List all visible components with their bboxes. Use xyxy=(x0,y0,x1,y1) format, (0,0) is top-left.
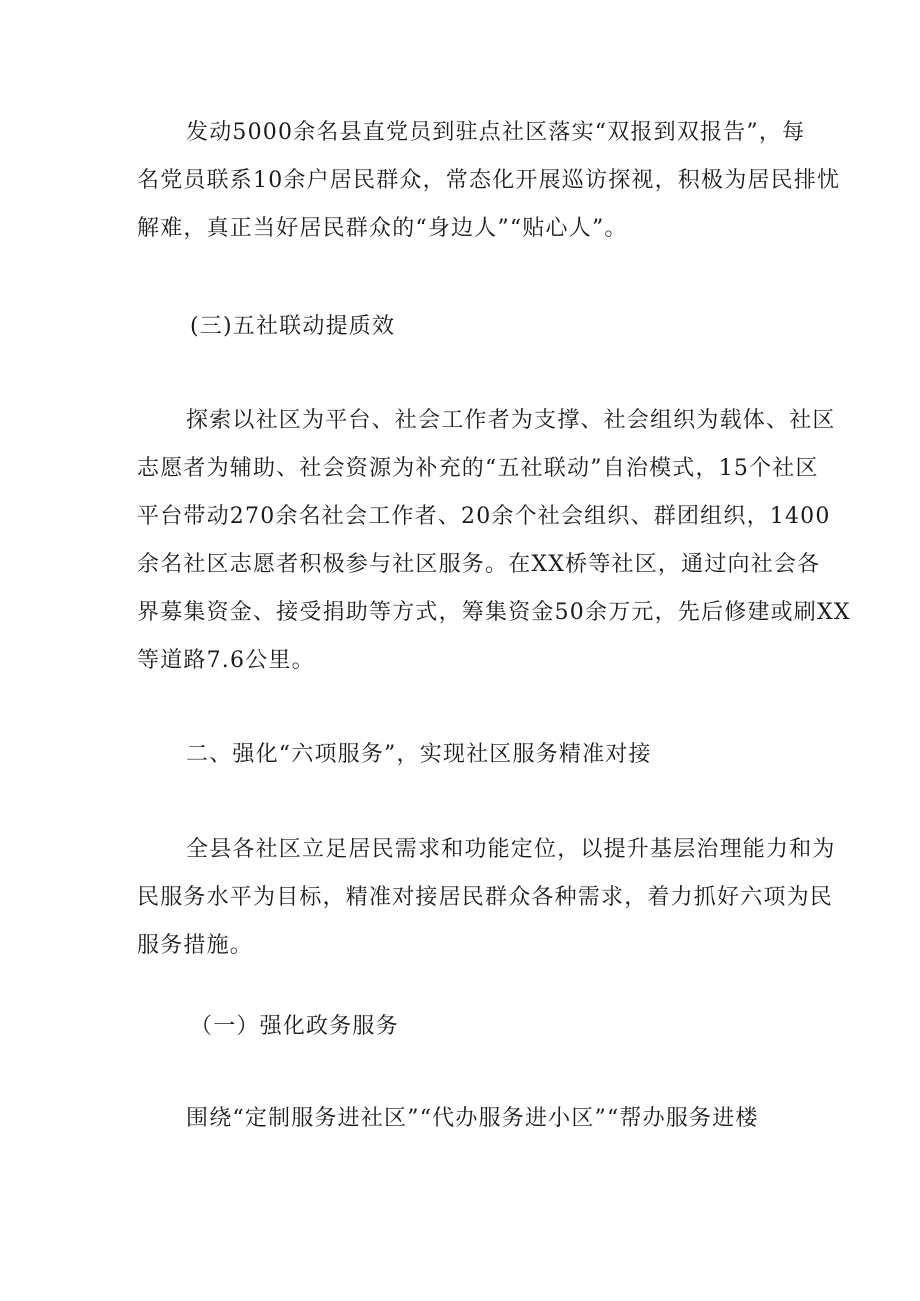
sub-heading-three: (三)五社联动提质效 xyxy=(190,314,396,339)
section-2-heading: 二、强化“六项服务”，实现社区服务精准对接 xyxy=(186,742,652,767)
paragraph-1-line-3: 解难，真正当好居民群众的“身边人”“贴心人”。 xyxy=(137,216,628,241)
paragraph-2-line-5: 界募集资金、接受捐助等方式，筹集资金50余万元，先后修建或刷XX xyxy=(137,600,851,625)
paragraph-3-line-2: 民服务水平为目标，精准对接居民群众各种需求，着力抓好六项为民 xyxy=(137,885,834,910)
paragraph-2-line-6: 等道路7.6公里。 xyxy=(137,648,315,673)
paragraph-2-line-2: 志愿者为辅助、社会资源为补充的“五社联动”自治模式，15个社区 xyxy=(137,456,819,481)
sub-heading-one: （一）强化政务服务 xyxy=(190,1014,399,1039)
paragraph-1-line-2: 名党员联系10余户居民群众，常态化开展巡访探视，积极为居民排忧 xyxy=(137,168,841,193)
paragraph-4-line-1: 围绕“定制服务进社区”“代办服务进小区”“帮办服务进楼 xyxy=(186,1106,759,1131)
paragraph-2-line-4: 余名社区志愿者积极参与社区服务。在XX桥等社区，通过向社会各 xyxy=(137,552,821,577)
paragraph-3-line-1: 全县各社区立足居民需求和功能定位，以提升基层治理能力和为 xyxy=(186,837,836,862)
paragraph-2-line-3: 平台带动270余名社会工作者、20余个社会组织、群团组织，1400 xyxy=(137,504,831,529)
paragraph-3-line-3: 服务措施。 xyxy=(137,933,254,958)
paragraph-2-line-1: 探索以社区为平台、社会工作者为支撑、社会组织为载体、社区 xyxy=(186,408,836,433)
paragraph-1-line-1: 发动5000余名县直党员到驻点社区落实“双报到双报告”，每 xyxy=(186,120,806,145)
